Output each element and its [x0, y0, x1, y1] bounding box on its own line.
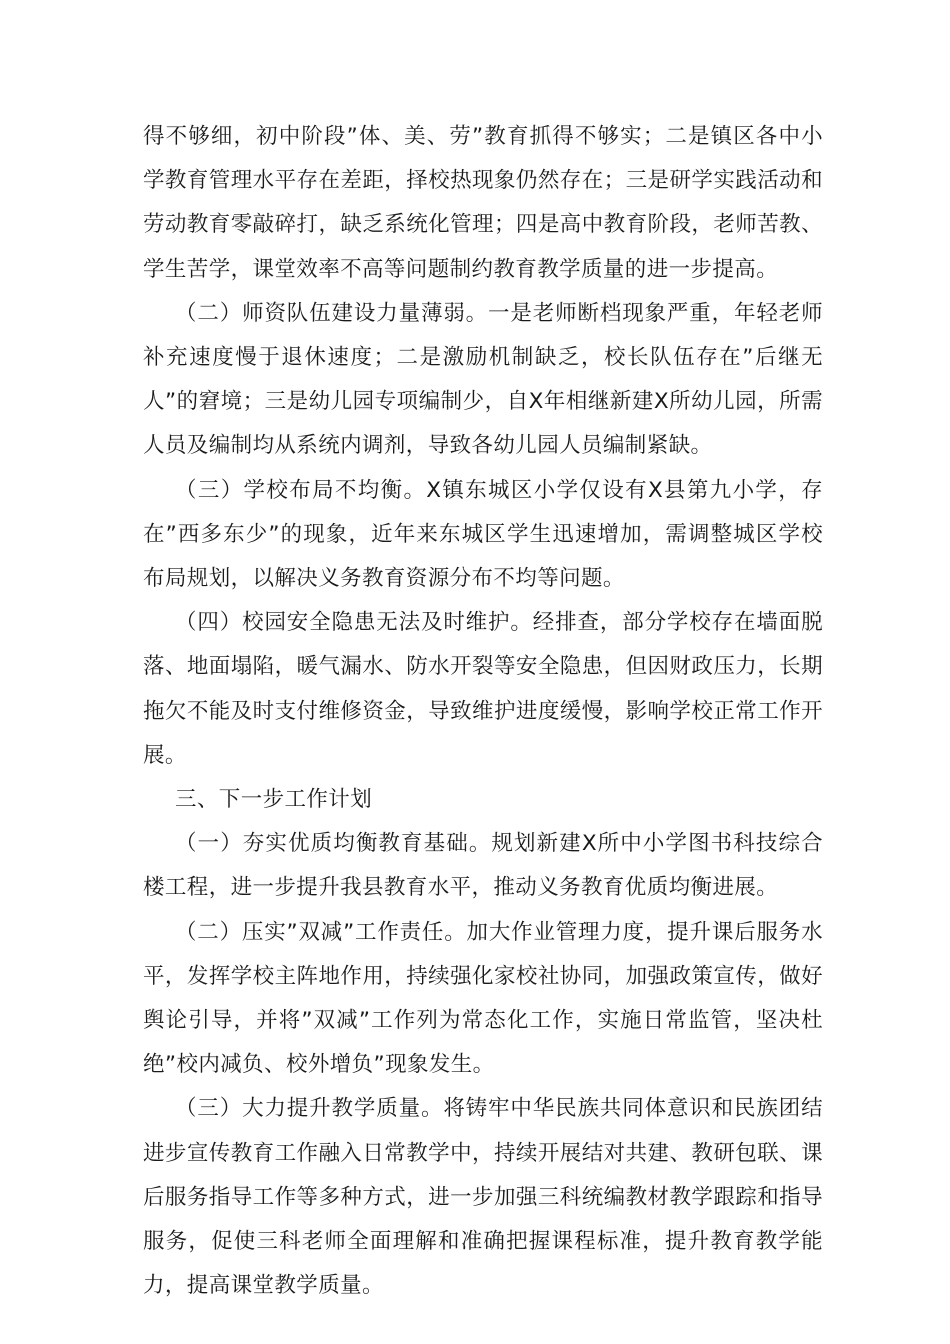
paragraph-campus-safety: （四）校园安全隐患无法及时维护。经排查，部分学校存在墙面脱落、地面塌陷，暖气漏水、防水开裂等安全隐患，但因财政压力，长期拖欠不能及时支付维修资金，导致维护进度缓慢，影响学校正常工作开展。	[143, 610, 823, 768]
document-body	[143, 115, 823, 1308]
paragraph-balanced-education: （一）夯实优质均衡教育基础。规划新建X所中小学图书科技综合楼工程，进一步提升我县教育水平，推动义务教育优质均衡进展。	[143, 831, 823, 901]
paragraph-teaching-quality: （三）大力提升教学质量。将铸牢中华民族共同体意识和民族团结进步宣传教育工作融入日常教学中，持续开展结对共建、教研包联、课后服务指导工作等多种方式，进一步加强三科统编教材教学跟踪和指导服务，促使三科老师全面理解和准确把握课程标准，提升教育教学能力，提高课堂教学质量。	[143, 1096, 823, 1299]
section-heading-next-steps: 三、下一步工作计划	[175, 787, 373, 813]
paragraph-teacher-team: （二）师资队伍建设力量薄弱。一是老师断档现象严重，年轻老师补充速度慢于退休速度；二是激励机制缺乏，校长队伍存在”后继无人”的窘境；三是幼儿园专项编制少，自X年相继新建X所幼儿园，所需人员及编制均从系统内调剂，导致各幼儿园人员编制紧缺。	[143, 300, 823, 459]
paragraph-continuation: 得不够细，初中阶段”体、美、劳”教育抓得不够实；二是镇区各中小学教育管理水平存在差距，择校热现象仍然存在；三是研学实践活动和劳动教育零敲碎打，缺乏系统化管理；四是高中教育阶段，老师苦教、学生苦学，课堂效率不高等问题制约教育教学质量的进一步提高。	[143, 124, 823, 282]
paragraph-school-layout: （三）学校布局不均衡。X镇东城区小学仅设有X县第九小学，存在”西多东少”的现象，近年来东城区学生迅速增加，需调整城区学校布局规划，以解决义务教育资源分布不均等问题。	[143, 477, 823, 592]
paragraph-double-reduction: （二）压实”双减”工作责任。加大作业管理力度，提升课后服务水平，发挥学校主阵地作用，持续强化家校社协同，加强政策宣传，做好舆论引导，并将”双减”工作列为常态化工作，实施日常监管，坚决杜绝”校内减负、校外增负”现象发生。	[143, 919, 823, 1078]
